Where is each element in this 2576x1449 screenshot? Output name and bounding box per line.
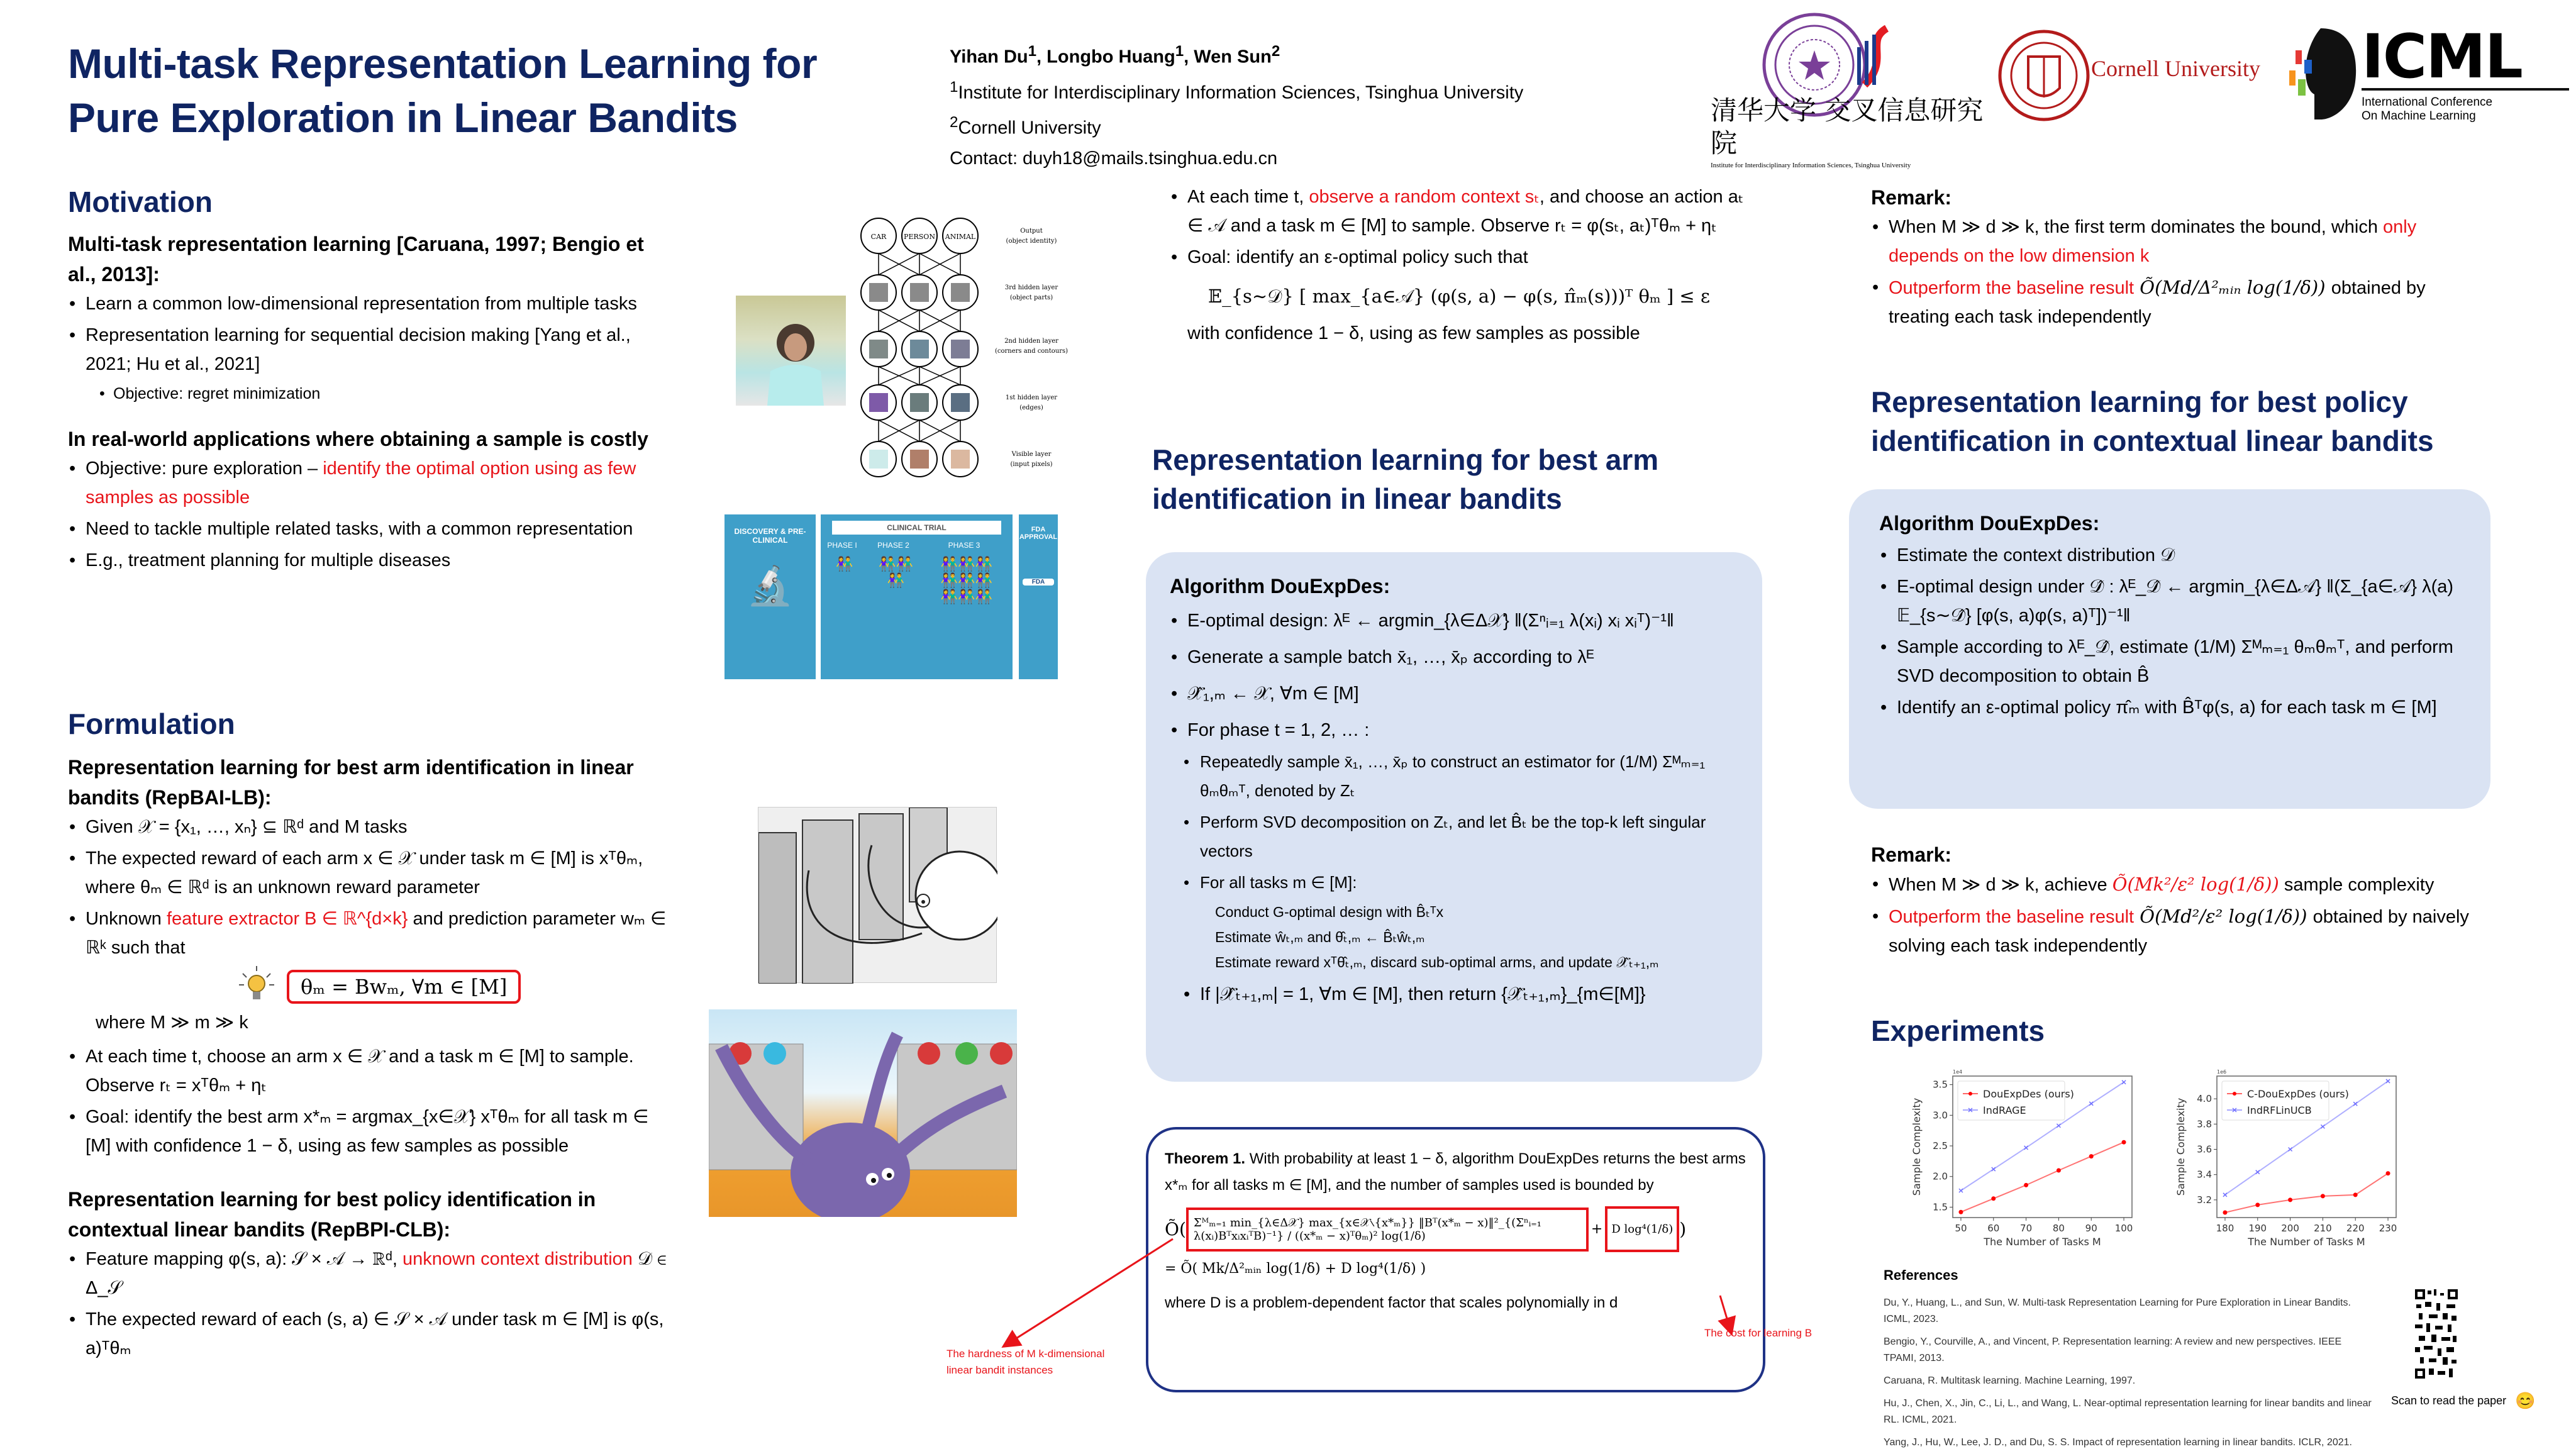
algo-sub-step: • Repeatedly sample x̄₁, …, x̄ₚ to construct an estimator for (1/M) Σᴹₘ₌₁ θₘθₘᵀ, denoted by Zₜ [1182, 747, 1738, 805]
bullet: • Need to tackle multiple related tasks, with a common representation [68, 514, 672, 543]
nn-diagram [843, 208, 1069, 484]
clinical-trial-figure [724, 514, 1058, 679]
data-point [2386, 1171, 2390, 1175]
discovery-panel [724, 514, 816, 679]
author-name: Longbo Huang [1046, 47, 1175, 67]
highlight-text: unknown context distribution [402, 1249, 633, 1269]
nn-layer-desc: (input pixels) [1010, 461, 1053, 468]
fda-badge: FDA [1023, 579, 1054, 586]
algorithm-box-bai [1146, 552, 1762, 1082]
discovery-label: DISCOVERY & PRE-CLINICAL [734, 527, 806, 545]
text: Unknown [86, 909, 167, 929]
bullet: • E.g., treatment planning for multiple diseases [68, 546, 672, 575]
octopus-color-cartoon [709, 1009, 1017, 1217]
references-section [1884, 1267, 2374, 1449]
fda-label: FDA APPROVAL [1019, 526, 1058, 541]
y-axis-label: Sample Complexity [2175, 1097, 2187, 1196]
author-sup: 1 [1175, 43, 1184, 60]
formulation-subheading-1: Representation learning for best arm identification in linear bandits (RepBAI-LB): [68, 756, 634, 809]
clinical-trial-label: CLINICAL TRIAL [832, 521, 1001, 535]
y-tick-label: 3.8 [2197, 1118, 2212, 1130]
tsinghua-iiis-wordmark [1711, 94, 1987, 171]
algorithm-title: Algorithm DouExpDes: [1170, 575, 1391, 597]
references-heading: References [1884, 1267, 1958, 1283]
nn-output-label: ANIMAL [945, 233, 976, 241]
cornell-seal-logo [1997, 25, 2091, 126]
qr-code[interactable] [2414, 1288, 2459, 1380]
algorithm-title: Algorithm DouExpDes: [1879, 512, 2100, 535]
bullet: • Representation learning for sequential decision making [Yang et al., 2021; Hu et al., 2021] [68, 321, 672, 379]
remark-2 [1871, 840, 2500, 963]
nn-output-label: PERSON [904, 233, 935, 241]
section-heading-formulation: Formulation [68, 708, 235, 740]
nn-layer-desc: (corners and contours) [994, 348, 1069, 355]
algo-sub-step: • Perform SVD decomposition on Zₜ, and let B̂ₜ be the top-k left singular vectors [1182, 808, 1738, 865]
algo-step: • Generate a sample batch x̄₁, …, x̄ₚ according to λᴱ [1170, 643, 1738, 672]
data-point [2024, 1183, 2028, 1187]
data-point [2288, 1197, 2292, 1202]
where-condition: where M ≫ m ≫ k [96, 1013, 248, 1033]
author-names: Yihan Du$^1$, Longbo Huang$^1$, Wen Sun$^2$ [950, 43, 1280, 67]
theorem-text: With probability at least 1 − δ, algorithm DouExpDes returns the best arms x*ₘ for all tasks m ∈ [M], and the number of samples used is bounded by [1165, 1150, 1746, 1194]
formula: Õ(Md²/ε² log(1/δ)) [2134, 906, 2313, 927]
legend-label: IndRAGE [1983, 1104, 2026, 1116]
author-sup: 1 [1028, 43, 1037, 60]
nn-layer-label: 2nd hidden layer [1004, 338, 1058, 345]
x-tick-label: 70 [2020, 1223, 2033, 1234]
tsinghua-cn-text: 清华大学 交叉信息研究院 [1711, 95, 1984, 158]
remark-bullet [1871, 870, 2500, 899]
remark-1 [1871, 182, 2437, 334]
affil-text: Cornell University [958, 118, 1101, 138]
y-tick-label: 3.0 [1933, 1109, 1948, 1121]
nn-layer-label: Visible layer [1011, 451, 1052, 458]
lightbulb-icon [238, 965, 275, 1008]
data-point [2057, 1169, 2061, 1173]
highlight-text: observe a random context sₜ [1309, 187, 1540, 207]
boxed-formula: θₘ = Bwₘ, ∀m ∈ [M] [287, 970, 521, 1004]
algorithm-box-bpi [1849, 489, 2490, 809]
neural-network-figure [843, 208, 1069, 484]
algo-step: • E-optimal design: λᴱ ← argmin_{λ∈Δ𝒳} ‖(Σⁿᵢ₌₁ λ(xᵢ) xᵢ xᵢᵀ)⁻¹‖ [1170, 606, 1738, 635]
data-point [2223, 1210, 2227, 1214]
bound-o-suffix: ) [1679, 1219, 1687, 1240]
section-heading-experiments: Experiments [1871, 1014, 2045, 1047]
qr-caption-row [2391, 1391, 2536, 1411]
clinical-trial-panel [821, 514, 1013, 679]
remark-bullet [1871, 902, 2500, 960]
middle-bullets [1170, 182, 1748, 272]
icml-subtitle-1: International Conference [2362, 96, 2493, 109]
text: and prediction parameter wₘ ∈ ℝᵏ such that [86, 909, 667, 958]
task-step: Estimate reward xᵀθ̂ₜ,ₘ, discard sub-optimal arms, and update 𝒳̂ₜ₊₁,ₘ [1215, 954, 1659, 970]
cornell-wordmark: Cornell University [2091, 56, 2260, 81]
bound-term-2: D log⁴(1/δ) [1605, 1206, 1679, 1252]
key-formula-row [238, 965, 672, 1008]
highlight-text: Outperform the baseline result [1889, 278, 2135, 298]
algo-step: • Sample according to λᴱ_𝒟̂, estimate (1/M) Σᴹₘ₌₁ θₘθₘᵀ, and perform SVD decomposition to obtain B̂ [1879, 633, 2460, 691]
reference-item: Hu, J., Chen, X., Jin, C., Li, L., and Wang, L. Near-optimal representation learning for linear bandits and linear RL. ICML, 2021. [1884, 1398, 2372, 1425]
x-tick-label: 100 [2114, 1223, 2133, 1234]
y-tick-label: 3.6 [2197, 1143, 2212, 1155]
bullet-context [1170, 182, 1748, 240]
bullet: • At each time t, choose an arm x ∈ 𝒳 and a task m ∈ [M] to sample. Observe rₜ = xᵀθₘ + ηₜ [68, 1042, 672, 1100]
data-point [2089, 1154, 2094, 1158]
author-name: Wen Sun [1194, 47, 1272, 67]
theorem-statement [1165, 1146, 1746, 1199]
text: When M ≫ d ≫ k, achieve [1889, 875, 2112, 895]
data-point [1958, 1210, 1963, 1214]
y-tick-label: 2.0 [1933, 1170, 1948, 1182]
bound-equality: = Õ( Mk/Δ²ₘᵢₙ log(1/δ) + D log⁴(1/δ) ) [1165, 1261, 1426, 1277]
affiliation-1 [950, 72, 1523, 108]
goal-confidence: with confidence 1 − δ, using as few samples as possible [1187, 323, 1640, 343]
x-tick-label: 90 [2085, 1223, 2097, 1234]
algorithm-task-steps [1215, 899, 1738, 975]
text: , and choose an action aₜ ∈ 𝒜 and a task m ∈ [M] to sample. Observe rₜ = φ(sₜ, aₜ)ᵀθₘ + ηₜ [1187, 187, 1744, 236]
data-point [2122, 1140, 2126, 1145]
microscope-icon: 🔬 [747, 565, 794, 607]
data-point [1991, 1196, 1996, 1201]
highlight-text: Outperform the baseline result [1889, 907, 2135, 927]
reference-item: Caruana, R. Multitask learning. Machine Learning, 1997. [1884, 1375, 2136, 1386]
y-tick-label: 3.2 [2197, 1194, 2212, 1206]
affil-sup: 1 [950, 78, 958, 96]
algorithm-final [1182, 980, 1738, 1009]
sub-bullet: • Objective: regret minimization [98, 381, 672, 406]
octopus-bw-cartoon [758, 807, 997, 983]
title-line-2: Pure Exploration in Linear Bandits [68, 94, 738, 141]
text: 𝒟 ∈ Δ_𝒮 [86, 1249, 667, 1298]
y-tick-label: 4.0 [2197, 1093, 2212, 1105]
x-tick-label: 220 [2346, 1223, 2365, 1234]
phase-label: PHASE 2 [877, 541, 909, 550]
affil-sup: 2 [950, 114, 958, 131]
remark-title: Remark: [1871, 186, 1952, 209]
x-tick-label: 60 [1987, 1223, 2000, 1234]
algorithm-steps [1170, 606, 1738, 745]
nn-layer-desc: (edges) [1019, 404, 1043, 411]
motivation-section [68, 182, 672, 577]
motivation-subheading-1: Multi-task representation learning [Caruana, 1997; Bengio et al., 2013]: [68, 233, 644, 286]
nn-layer-label: Output [1020, 228, 1043, 235]
affiliation-2 [950, 108, 1523, 143]
reference-item: Du, Y., Huang, L., and Sun, W. Multi-task Representation Learning for Pure Exploration in Linear Bandits. ICML, 2023. [1884, 1297, 2351, 1324]
contextual-formulation-continued [1170, 182, 1748, 348]
iiis-logo [1852, 22, 1896, 97]
algo-final-step: • If |𝒳̂ₜ₊₁,ₘ| = 1, ∀m ∈ [M], then return {𝒳̂ₜ₊₁,ₘ}_{m∈[M]} [1182, 980, 1738, 1009]
formulation-subheading-2: Representation learning for best policy identification in contextual linear bandits (RepBPI-CLB): [68, 1188, 596, 1241]
y-scale-label: 1e4 [1953, 1069, 1963, 1075]
annotation-cost: The cost for learning B [1704, 1327, 1813, 1339]
author-sup: 2 [1271, 43, 1280, 60]
algo-step: • Identify an ε-optimal policy π̂ₘ with B̂ᵀφ(s, a) for each task m ∈ [M] [1879, 693, 2460, 722]
phase-label: PHASE I [827, 541, 857, 550]
bullet: • Goal: identify the best arm x*ₘ = argmax_{x∈𝒳} xᵀθₘ for all task m ∈ [M] with confidence 1 − δ, using as few samples as possible [68, 1102, 672, 1160]
x-tick-label: 210 [2314, 1223, 2332, 1234]
x-tick-label: 230 [2379, 1223, 2397, 1234]
phase-label: PHASE 3 [948, 541, 980, 550]
bullet: • Goal: identify an ε-optimal policy such that [1170, 243, 1748, 272]
y-scale-label: 1e6 [2217, 1069, 2227, 1075]
formulation-bullets-2 [68, 1042, 672, 1160]
algo-step: • For phase t = 1, 2, … : [1170, 716, 1738, 745]
task-step: Conduct G-optimal design with B̂ₜᵀx [1215, 904, 1444, 920]
person-photo [736, 296, 846, 406]
data-point [2255, 1202, 2260, 1207]
author-name: Yihan Du [950, 47, 1028, 67]
algo-step: • 𝒳̂₁,ₘ ← 𝒳, ∀m ∈ [M] [1170, 679, 1738, 708]
x-axis-label: The Number of Tasks M [2248, 1236, 2365, 1247]
remark-bullets [1871, 213, 2437, 331]
highlight-text: only depends on the low dimension k [1889, 217, 2417, 266]
data-point [2321, 1194, 2325, 1198]
legend-marker [1968, 1092, 1972, 1096]
chart-bai [1902, 1065, 2148, 1247]
highlight-formula: Õ(Mk²/ε² log(1/δ)) [2112, 874, 2279, 895]
annotation-arrows [981, 1233, 1786, 1358]
data-point [2353, 1192, 2358, 1197]
text: Feature mapping φ(s, a): 𝒮 × 𝒜 → ℝᵈ, [86, 1249, 402, 1269]
motivation-subheading-2: In real-world applications where obtaining a sample is costly [68, 428, 648, 450]
formulation-bullets-1 [68, 813, 672, 962]
author-block [950, 36, 1523, 174]
reference-item: Bengio, Y., Courville, A., and Vincent, P. Representation learning: A review and new perspectives. IEEE TPAMI, 2013. [1884, 1336, 2342, 1363]
remark-title: Remark: [1871, 843, 1952, 866]
theorem-label: Theorem 1. [1165, 1150, 1246, 1167]
icml-brain-logo [2277, 25, 2358, 123]
text: At each time t, [1187, 187, 1309, 207]
remark-bullets [1871, 870, 2500, 960]
title-line-1: Multi-task Representation Learning for [68, 40, 818, 87]
affil-text: Institute for Interdisciplinary Information Sciences, Tsinghua University [958, 82, 1524, 103]
algorithm-steps [1879, 541, 2460, 722]
formulation-bullets-3 [68, 1245, 672, 1363]
remark-bullet [1871, 213, 2437, 270]
highlight-text: feature extractor B ∈ ℝ^{d×k} [166, 909, 408, 929]
icml-wordmark [2362, 21, 2569, 123]
y-tick-label: 3.4 [2197, 1169, 2212, 1180]
contact-email: Contact: duyh18@mails.tsinghua.edu.cn [950, 148, 1278, 169]
motivation-subbullets [98, 381, 672, 406]
x-axis-label: The Number of Tasks M [1984, 1236, 2101, 1247]
legend-label: DouExpDes (ours) [1983, 1088, 2074, 1100]
task-step: Estimate ŵₜ,ₘ and θ̂ₜ,ₘ ← B̂ₜŵₜ,ₘ [1215, 929, 1425, 945]
nn-output-label: CAR [870, 233, 887, 241]
legend-label: C-DouExpDes (ours) [2247, 1088, 2349, 1100]
bound-plus: + [1591, 1221, 1603, 1237]
qr-caption: Scan to read the paper [2391, 1394, 2507, 1407]
y-tick-label: 2.5 [1933, 1140, 1948, 1152]
bullet: • The expected reward of each arm x ∈ 𝒳 under task m ∈ [M] is xᵀθₘ, where θₘ ∈ ℝᵈ is an unknown reward parameter [68, 844, 672, 902]
annotation-hardness: The hardness of M k-dimensional linear bandit instances [947, 1348, 1105, 1376]
y-tick-label: 1.5 [1933, 1201, 1948, 1213]
nn-layer-label: 1st hidden layer [1005, 394, 1058, 401]
section-heading-bai: Representation learning for best arm identification in linear bandits [1152, 443, 1659, 515]
goal-formula: 𝔼_{s∼𝒟} [ max_{a∈𝒜} (φ(s, a) − φ(s, π̂ₘ(s)))ᵀ θₘ ] ≤ ε [1208, 286, 1710, 307]
algo-step: • E-optimal design under 𝒟̂ : λᴱ_𝒟̂ ← argmin_{λ∈Δ𝒜} ‖(Σ_{a∈𝒜} λ(a) 𝔼_{s∼𝒟̂} [φ(s, a)φ(s, a)ᵀ])⁻¹‖ [1879, 572, 2460, 630]
bullet: • Learn a common low-dimensional representation from multiple tasks [68, 289, 672, 318]
bullet: • The expected reward of each (s, a) ∈ 𝒮 × 𝒜 under task m ∈ [M] is φ(s, a)ᵀθₘ [68, 1305, 672, 1363]
text: Objective: pure exploration – [86, 458, 323, 479]
smile-emoji-icon: 😊 [2515, 1391, 2536, 1410]
section-heading-bpi: Representation learning for best policy identification in contextual linear bandits [1871, 386, 2434, 457]
highlight-text: identify the optimal option using as few samples as possible [86, 458, 636, 508]
nn-layer-desc: (object identity) [1006, 238, 1057, 245]
phase-row [821, 541, 1013, 550]
tsinghua-en-text: Institute for Interdisciplinary Information Sciences, Tsinghua University [1711, 162, 1911, 169]
people-icons: 👫 👫👫 👫 👫👫👫 👫👫👫 👫👫👫 [836, 556, 993, 604]
legend-label: IndRFLinUCB [2247, 1104, 2312, 1116]
y-axis-label: Sample Complexity [1911, 1097, 1923, 1196]
y-tick-label: 3.5 [1933, 1079, 1948, 1091]
reference-item: Yang, J., Hu, W., Lee, J. D., and Du, S. S. Impact of representation learning in linear bandits. ICLR, 2021. [1884, 1437, 2352, 1448]
x-tick-label: 180 [2216, 1223, 2235, 1234]
algo-step: • Estimate the context distribution 𝒟 [1879, 541, 2460, 570]
icml-text: ICML [2362, 25, 2569, 91]
formulation-section [68, 704, 672, 1365]
bullet-feature [68, 1245, 672, 1302]
text: When M ≫ d ≫ k, the first term dominates the bound, which [1889, 217, 2384, 237]
icml-subtitle-2: On Machine Learning [2362, 109, 2476, 123]
x-tick-label: 200 [2281, 1223, 2299, 1234]
bullet-objective [68, 454, 672, 512]
motivation-bullets-2 [68, 454, 672, 575]
remark-bullet [1871, 273, 2437, 331]
poster-title [68, 36, 886, 145]
section-heading-motivation: Motivation [68, 186, 213, 218]
bound-o-prefix: Õ( [1165, 1219, 1186, 1240]
bullet: • Given 𝒳 = {x₁, …, xₙ} ⊆ ℝᵈ and M tasks [68, 813, 672, 841]
legend-marker [2233, 1092, 2236, 1096]
x-tick-label: 80 [2052, 1223, 2065, 1234]
motivation-bullets-1 [68, 289, 672, 379]
nn-layer-desc: (object parts) [1009, 294, 1053, 301]
algorithm-sub-steps [1182, 747, 1738, 897]
bound-term-1: Σᴹₘ₌₁ min_{λ∈Δ𝒳} max_{x∈𝒳∖{x*ₘ}} ‖Bᵀ(x*ₘ − x)‖²_{(Σⁿᵢ₌₁ λ(xᵢ)BᵀxᵢxᵢᵀB)⁻¹} / ((x*ₘ − x)ᵀθₘ)² log(1/δ) [1186, 1208, 1589, 1252]
text: sample complexity [2279, 875, 2434, 895]
formula: Õ(Md/Δ²ₘᵢₙ log(1/δ)) [2134, 277, 2331, 298]
theorem-where: where D is a problem-dependent factor that scales polynomially in d [1165, 1294, 1618, 1311]
bullet-unknown [68, 904, 672, 962]
chart-bpi [2167, 1065, 2412, 1247]
x-tick-label: 50 [1955, 1223, 1967, 1234]
text: obtained by naively solving each task independently [1889, 907, 2469, 956]
x-tick-label: 190 [2248, 1223, 2267, 1234]
fda-panel [1019, 514, 1058, 679]
algo-sub-step: • For all tasks m ∈ [M]: [1182, 868, 1738, 897]
text: obtained by treating each task independently [1889, 278, 2426, 327]
nn-layer-label: 3rd hidden layer [1004, 284, 1058, 291]
